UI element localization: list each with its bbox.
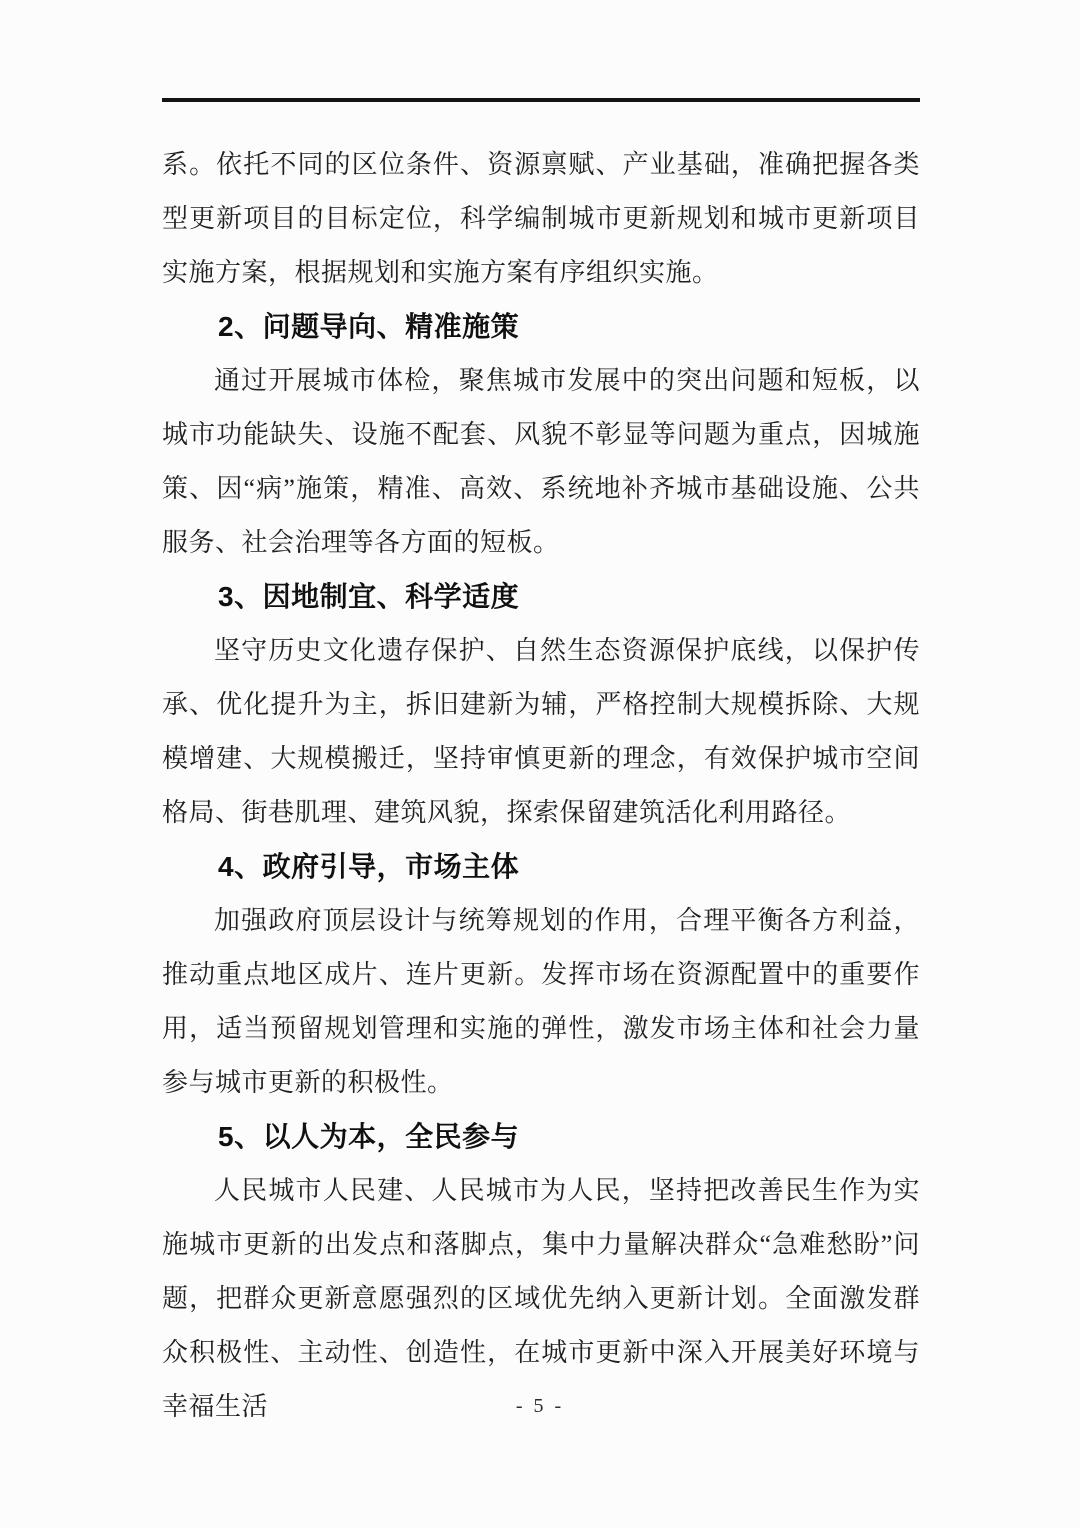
section-heading-5: 5、以人为本，全民参与 (218, 1121, 520, 1152)
section-heading-3: 3、因地制宜、科学适度 (218, 581, 520, 612)
section-heading-2: 2、问题导向、精准施策 (218, 311, 520, 342)
continuation-paragraph: 系。依托不同的区位条件、资源禀赋、产业基础，准确把握各类型更新项目的目标定位，科学编制城市更新规划和城市更新项目实施方案，根据规划和实施方案有序组织实施。 (162, 150, 920, 287)
section-body-2: 通过开展城市体检，聚焦城市发展中的突出问题和短板，以城市功能缺失、设施不配套、风貌不彰显等问题为重点，因城施策、因“病”施策，精准、高效、系统地补齐城市基础设施、公共服务、社会治理等各方面的短板。 (162, 366, 920, 557)
section-heading-4: 4、政府引导，市场主体 (218, 851, 520, 882)
section-body-3: 坚守历史文化遗存保护、自然生态资源保护底线，以保护传承、优化提升为主，拆旧建新为辅，严格控制大规模拆除、大规模增建、大规模搬迁，坚持审慎更新的理念，有效保护城市空间格局、街巷肌理、建筑风貌，探索保留建筑活化利用路径。 (162, 636, 920, 827)
page-content (162, 98, 920, 1434)
page-number: - 5 - (515, 1395, 565, 1417)
section-body-4: 加强政府顶层设计与统筹规划的作用，合理平衡各方利益，推动重点地区成片、连片更新。发挥市场在资源配置中的重要作用，适当预留规划管理和实施的弹性，激发市场主体和社会力量参与城市更新的积极性。 (162, 906, 920, 1097)
section-body-5: 人民城市人民建、人民城市为人民，坚持把改善民生作为实施城市更新的出发点和落脚点，集中力量解决群众“急难愁盼”问题，把群众更新意愿强烈的区域优先纳入更新计划。全面激发群众积极性、主动性、创造性，在城市更新中深入开展美好环境与幸福生活 (162, 1176, 920, 1421)
header-rule-divider (162, 98, 920, 102)
